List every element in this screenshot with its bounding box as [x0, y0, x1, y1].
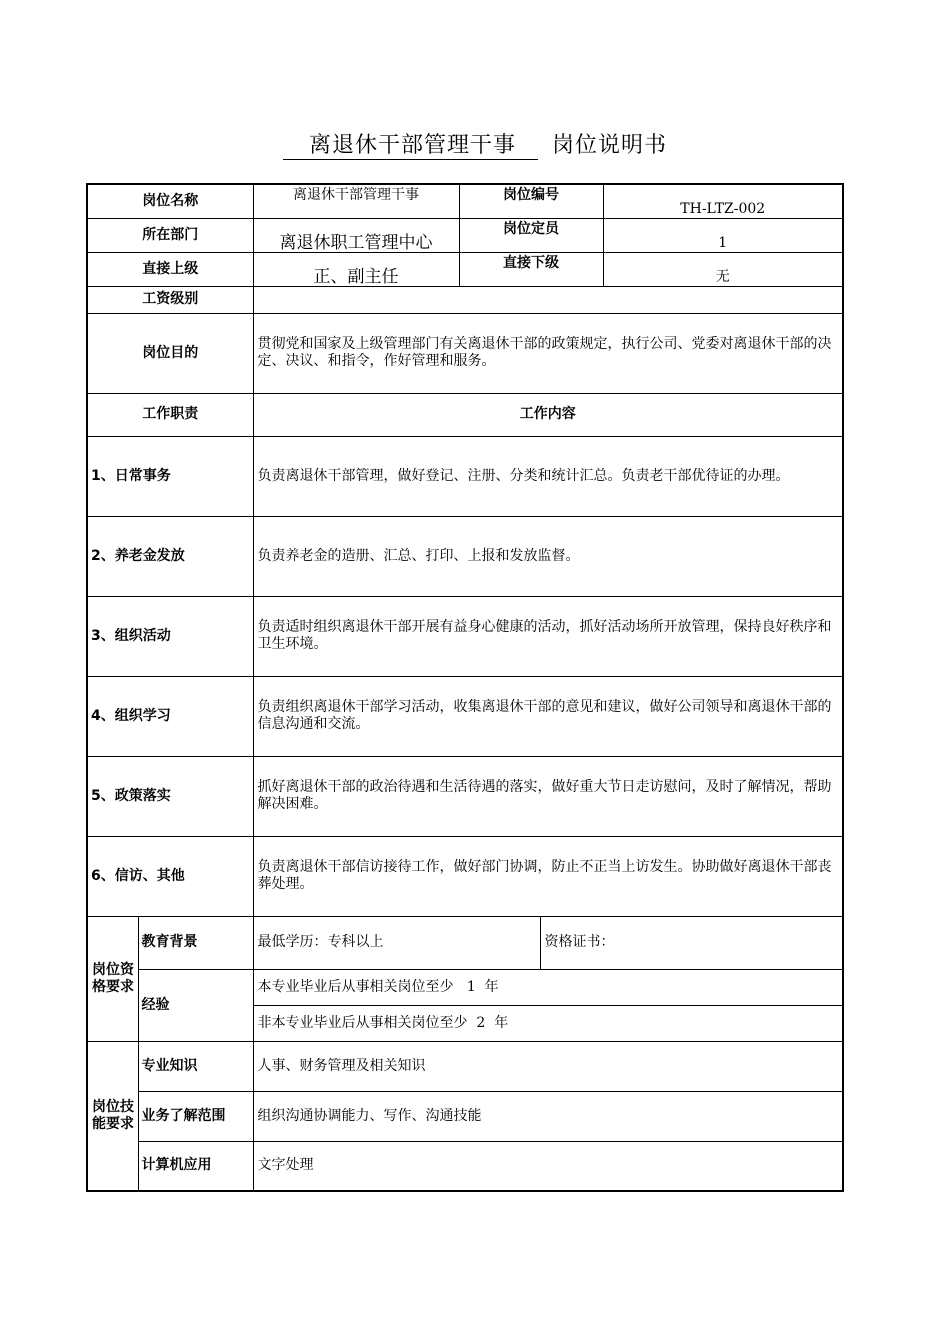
headcount-label: 岗位定员	[459, 218, 603, 252]
duty-content: 负责离退休干部信访接待工作，做好部门协调，防止不正当上访发生。协助做好离退休干部丧葬处理。	[253, 836, 843, 916]
purpose-value: 贯彻党和国家及上级管理部门有关离退休干部的政策规定，执行公司、党委对离退休干部的决定、决议、和指令，作好管理和服务。	[253, 313, 843, 393]
computer-value: 文字处理	[253, 1141, 843, 1191]
duty-row	[87, 756, 843, 836]
row-position-name	[87, 184, 843, 218]
experience-1-value: 本专业毕业后从事相关岗位至少 1 年	[253, 969, 843, 1005]
superior-value: 正、副主任	[253, 252, 459, 286]
education-label: 教育背景	[138, 916, 253, 969]
duty-content: 负责离退休干部管理，做好登记、注册、分类和统计汇总。负责老干部优待证的办理。	[253, 436, 843, 516]
position-name-value: 离退休干部管理干事	[253, 184, 459, 218]
duty-content: 负责养老金的造册、汇总、打印、上报和发放监督。	[253, 516, 843, 596]
experience-2-value: 非本专业毕业后从事相关岗位至少 2 年	[253, 1005, 843, 1041]
duty-label: 5、政策落实	[87, 756, 253, 836]
row-duties-header	[87, 393, 843, 436]
scope-label: 业务了解范围	[138, 1091, 253, 1141]
duty-content: 负责组织离退休干部学习活动，收集离退休干部的意见和建议，做好公司领导和离退休干部的信息沟通和交流。	[253, 676, 843, 756]
duty-label: 6、信访、其他	[87, 836, 253, 916]
duty-content: 负责适时组织离退休干部开展有益身心健康的活动，抓好活动场所开放管理，保持良好秩序和卫生环境。	[253, 596, 843, 676]
title-doc-name: 岗位说明书	[552, 133, 668, 158]
row-salary	[87, 286, 843, 313]
position-name-label: 岗位名称	[87, 184, 253, 218]
duty-content: 抓好离退休干部的政治待遇和生活待遇的落实，做好重大节日走访慰问，及时了解情况，帮助解决困难。	[253, 756, 843, 836]
purpose-label: 岗位目的	[87, 313, 253, 393]
row-superior	[87, 252, 843, 286]
duty-row	[87, 676, 843, 756]
title-position-name: 离退休干部管理干事	[283, 128, 538, 160]
position-code-label: 岗位编号	[459, 184, 603, 218]
duty-label: 4、组织学习	[87, 676, 253, 756]
department-value: 离退休职工管理中心	[253, 218, 459, 252]
duty-row	[87, 436, 843, 516]
duty-row	[87, 596, 843, 676]
skills-group-label: 岗位技能要求	[87, 1041, 138, 1191]
duty-row	[87, 516, 843, 596]
duties-header-left: 工作职责	[87, 393, 253, 436]
position-code-value: TH-LTZ-002	[603, 184, 843, 218]
superior-label: 直接上级	[87, 252, 253, 286]
computer-label: 计算机应用	[138, 1141, 253, 1191]
job-description-table	[86, 183, 844, 1192]
headcount-value: 1	[603, 218, 843, 252]
knowledge-label: 专业知识	[138, 1041, 253, 1091]
row-department	[87, 218, 843, 252]
duty-label: 2、养老金发放	[87, 516, 253, 596]
duty-label: 1、日常事务	[87, 436, 253, 516]
duty-label: 3、组织活动	[87, 596, 253, 676]
row-purpose	[87, 313, 843, 393]
row-computer	[87, 1141, 843, 1191]
experience-label: 经验	[138, 969, 253, 1041]
salary-label: 工资级别	[87, 286, 253, 313]
document-title	[0, 128, 950, 160]
subordinate-value: 无	[603, 252, 843, 286]
qualification-group-label: 岗位资格要求	[87, 916, 138, 1041]
department-label: 所在部门	[87, 218, 253, 252]
duties-header-right: 工作内容	[253, 393, 843, 436]
duty-row	[87, 836, 843, 916]
scope-value: 组织沟通协调能力、写作、沟通技能	[253, 1091, 843, 1141]
knowledge-value: 人事、财务管理及相关知识	[253, 1041, 843, 1091]
salary-value	[253, 286, 843, 313]
education-value: 最低学历：专科以上	[253, 916, 540, 969]
row-experience-1	[87, 969, 843, 1005]
certificate-label: 资格证书：	[540, 916, 843, 969]
subordinate-label: 直接下级	[459, 252, 603, 286]
row-scope	[87, 1091, 843, 1141]
row-education	[87, 916, 843, 969]
row-knowledge	[87, 1041, 843, 1091]
